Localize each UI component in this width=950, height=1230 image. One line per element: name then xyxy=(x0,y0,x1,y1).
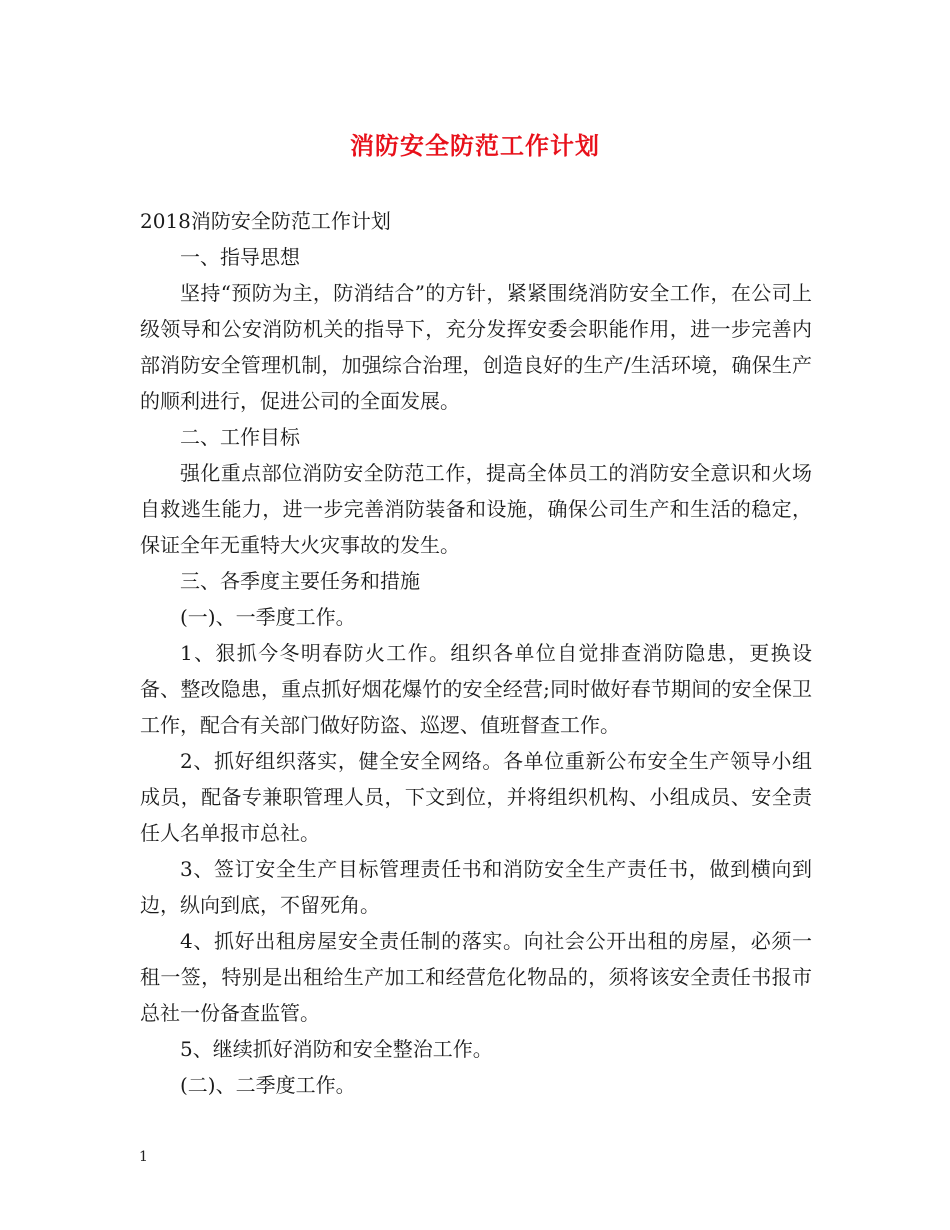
document-body xyxy=(140,203,812,1103)
paragraph: 强化重点部位消防安全防范工作，提高全体员工的消防安全意识和火场自救逃生能力，进一步完善消防装备和设施，确保公司生产和生活的稳定，保证全年无重特大火灾事故的发生。 xyxy=(140,461,812,557)
section-heading: 一、指导思想 xyxy=(180,245,300,269)
list-item: 2、抓好组织落实，健全安全网络。各单位重新公布安全生产领导小组成员，配备专兼职管理人员，下文到位，并将组织机构、小组成员、安全责任人名单报市总社。 xyxy=(140,749,812,845)
subsection-heading: (一)、一季度工作。 xyxy=(180,605,356,629)
paragraph: 2018消防安全防范工作计划 xyxy=(140,209,391,233)
subsection-heading: (二)、二季度工作。 xyxy=(180,1073,356,1097)
list-item: 4、抓好出租房屋安全责任制的落实。向社会公开出租的房屋，必须一租一签，特别是出租给生产加工和经营危化物品的，须将该安全责任书报市总社一份备查监管。 xyxy=(140,929,812,1025)
list-item: 1、狠抓今冬明春防火工作。组织各单位自觉排查消防隐患，更换设备、整改隐患，重点抓好烟花爆竹的安全经营;同时做好春节期间的安全保卫工作，配合有关部门做好防盗、巡逻、值班督查工作。 xyxy=(140,641,812,737)
section-heading: 三、各季度主要任务和措施 xyxy=(180,569,420,593)
page-number: 1 xyxy=(139,1149,148,1165)
list-item: 3、签订安全生产目标管理责任书和消防安全生产责任书，做到横向到边，纵向到底，不留死角。 xyxy=(140,857,812,917)
paragraph: 坚持“预防为主，防消结合”的方针，紧紧围绕消防安全工作，在公司上级领导和公安消防机关的指导下，充分发挥安委会职能作用，进一步完善内部消防安全管理机制，加强综合治理，创造良好的生产/生活环境，确保生产的顺利进行，促进公司的全面发展。 xyxy=(140,281,812,413)
document-title: 消防安全防范工作计划 xyxy=(350,131,600,160)
list-item: 5、继续抓好消防和安全整治工作。 xyxy=(180,1037,493,1061)
section-heading: 二、工作目标 xyxy=(180,425,300,449)
